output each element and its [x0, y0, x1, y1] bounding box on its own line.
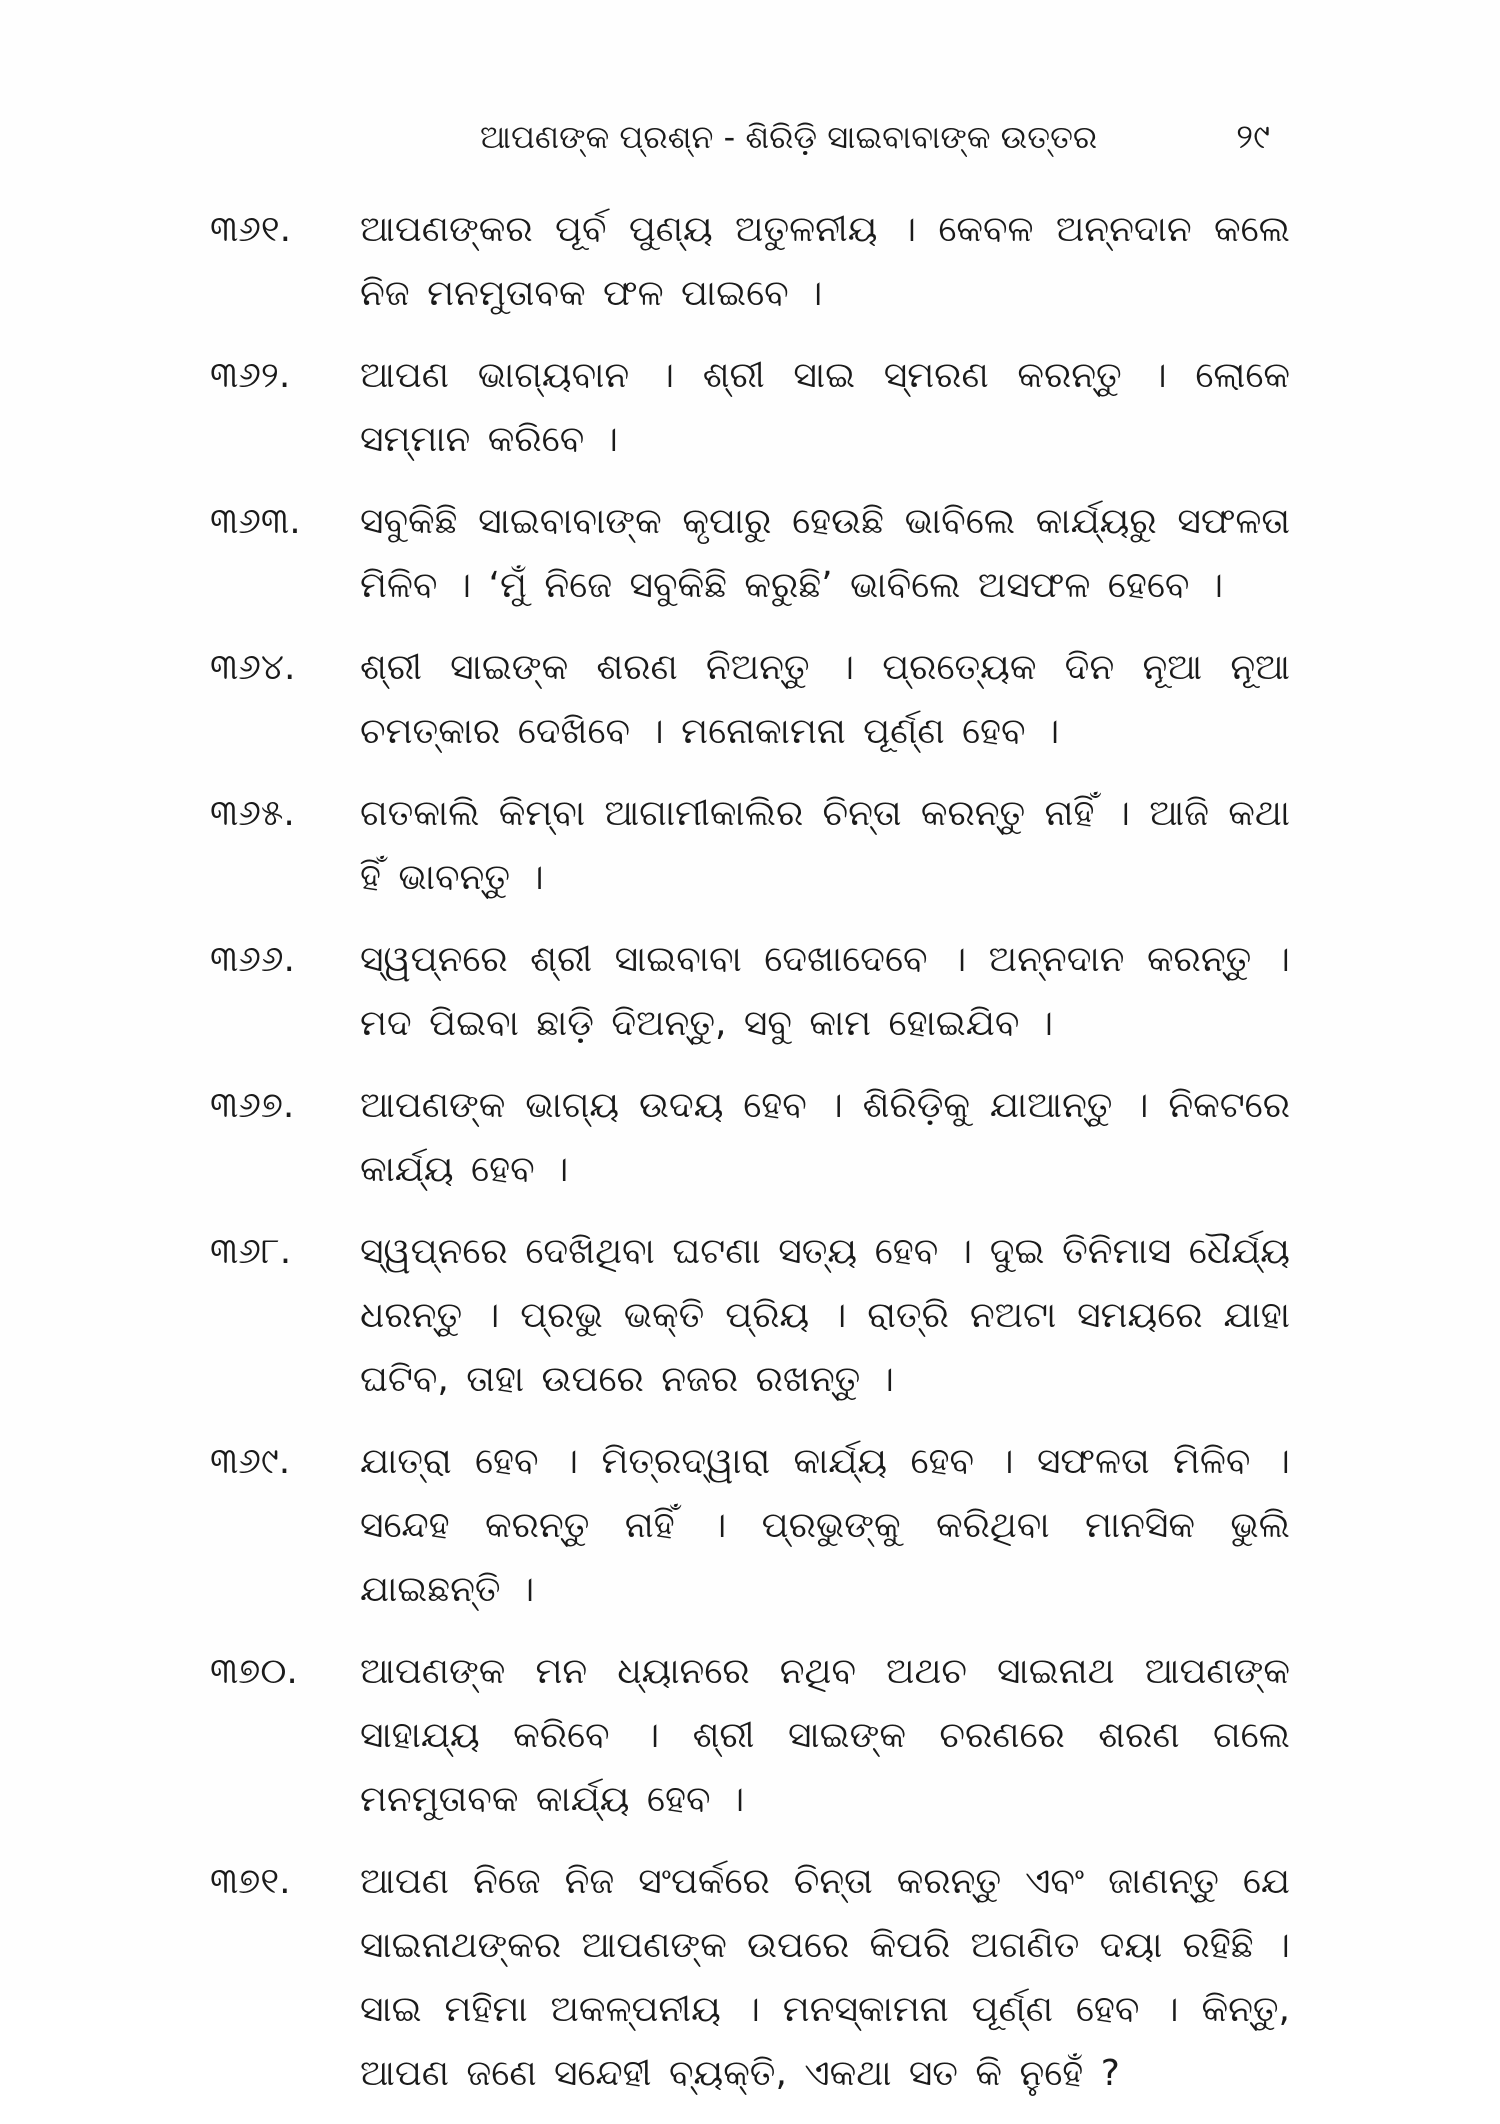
running-header: [190, 112, 1290, 162]
entry-365: [210, 782, 1290, 910]
entry-number: ୩୬୭.: [210, 1085, 295, 1126]
entry-number: ୩୬୮.: [210, 1231, 292, 1272]
entry-number: ୩୬୫.: [210, 793, 295, 834]
entry-number: ୩୬୩.: [210, 501, 301, 542]
entry-text: ଗତକାଲି କିମ୍ବା ଆଗାମୀକାଲିର ଚିନ୍ତା କରନ୍ତୁ ନାହିଁ । ଆଜି କଥା ହିଁ ଭାବନ୍ତୁ ।: [360, 793, 1290, 898]
entry-text: ଆପଣଙ୍କର ପୂର୍ବ ପୁଣ୍ୟ ଅତୁଳନୀୟ । କେବଳ ଅନ୍ନଦାନ କଲେ ନିଜ ମନମୁତାବକ ଫଳ ପାଇବେ ।: [360, 209, 1290, 314]
entry-text: ସ୍ୱପ୍ନରେ ଦେଖିଥିବା ଘଟଣା ସତ୍ୟ ହେବ । ଦୁଇ ତିନିମାସ ଧୈର୍ଯ୍ୟ ଧରନ୍ତୁ । ପ୍ରଭୁ ଭକ୍ତି ପ୍ରିୟ । ରାତ୍ରି ନଅଟା ସମୟରେ ଯାହା ଘଟିବ, ତାହା ଉପରେ ନଜର ରଖନ୍ତୁ ।: [360, 1231, 1290, 1400]
entry-number: ୩୬୧.: [210, 209, 292, 250]
entry-text: ଆପଣ ନିଜେ ନିଜ ସଂପର୍କରେ ଚିନ୍ତା କରନ୍ତୁ ଏବଂ ଜାଣନ୍ତୁ ଯେ ସାଇନାଥଙ୍କର ଆପଣଙ୍କ ଉପରେ କିପରି ଅଗଣିତ ଦୟା ରହିଛି । ସାଇ ମହିମା ଅକଳ୍ପନୀୟ । ମନସ୍କାମନା ପୂର୍ଣ୍ଣ ହେବ । କିନ୍ତୁ, ଆପଣ ଜଣେ ସନ୍ଦେହୀ ବ୍ୟକ୍ତି, ଏକଥା ସତ କି ନୁହେଁ ?: [360, 1861, 1290, 2094]
entry-number: ୩୭୧.: [210, 1861, 291, 1902]
entry-text: ସ୍ୱପ୍ନରେ ଶ୍ରୀ ସାଇବାବା ଦେଖାଦେବେ । ଅନ୍ନଦାନ କରନ୍ତୁ । ମଦ ପିଇବା ଛାଡ଼ି ଦିଅନ୍ତୁ, ସବୁ କାମ ହୋଇଯିବ ।: [360, 939, 1290, 1044]
entry-text: ଶ୍ରୀ ସାଇଙ୍କ ଶରଣ ନିଅନ୍ତୁ । ପ୍ରତ୍ୟେକ ଦିନ ନୂଆ ନୂଆ ଚମତ୍କାର ଦେଖିବେ । ମନୋକାମନା ପୂର୍ଣ୍ଣ ହେବ ।: [360, 647, 1290, 752]
entry-text: ଆପଣ ଭାଗ୍ୟବାନ । ଶ୍ରୀ ସାଇ ସ୍ମରଣ କରନ୍ତୁ । ଲୋକେ ସମ୍ମାନ କରିବେ ।: [360, 355, 1290, 460]
entry-number: ୩୬୪.: [210, 647, 296, 688]
entry-363: [210, 490, 1290, 618]
entry-number: ୩୬୬.: [210, 939, 295, 980]
header-title: ଆପଣଙ୍କ ପ୍ରଶ୍ନ - ଶିରିଡ଼ି ସାଇବାବାଙ୍କ ଉତ୍ତର: [480, 118, 1098, 156]
entry-368: [210, 1220, 1290, 1412]
entry-370: [210, 1640, 1290, 1832]
entry-369: [210, 1430, 1290, 1622]
entries-list: [210, 198, 1290, 2124]
entry-364: [210, 636, 1290, 764]
entry-text: ଯାତ୍ରା ହେବ । ମିତ୍ରଦ୍ୱାରା କାର୍ଯ୍ୟ ହେବ । ସଫଳତା ମିଳିବ । ସନ୍ଦେହ କରନ୍ତୁ ନାହିଁ । ପ୍ରଭୁଙ୍କୁ କରିଥିବା ମାନସିକ ଭୁଲି ଯାଇଛନ୍ତି ।: [360, 1441, 1290, 1610]
entry-text: ଆପଣଙ୍କ ଭାଗ୍ୟ ଉଦୟ ହେବ । ଶିରିଡ଼ିକୁ ଯାଆନ୍ତୁ । ନିକଟରେ କାର୍ଯ୍ୟ ହେବ ।: [360, 1085, 1290, 1190]
entry-number: ୩୬୯.: [210, 1441, 291, 1482]
entry-366: [210, 928, 1290, 1056]
entry-367: [210, 1074, 1290, 1202]
page-number: ୨୯: [1236, 117, 1270, 157]
entry-361: [210, 198, 1290, 326]
entry-number: ୩୭୦.: [210, 1651, 298, 1692]
entry-text: ଆପଣଙ୍କ ମନ ଧ୍ୟାନରେ ନଥିବ ଅଥଚ ସାଇନାଥ ଆପଣଙ୍କ ସାହାଯ୍ୟ କରିବେ । ଶ୍ରୀ ସାଇଙ୍କ ଚରଣରେ ଶରଣ ଗଲେ ମନମୁତାବକ କାର୍ଯ୍ୟ ହେବ ।: [360, 1651, 1290, 1820]
entry-362: [210, 344, 1290, 472]
entry-text: ସବୁକିଛି ସାଇବାବାଙ୍କ କୃପାରୁ ହେଉଛି ଭାବିଲେ କାର୍ଯ୍ୟରୁ ସଫଳତା ମିଳିବ । ‘ମୁଁ ନିଜେ ସବୁକିଛି କରୁଛି’ ଭାବିଲେ ଅସଫଳ ହେବେ ।: [360, 501, 1290, 606]
entry-371: [210, 1850, 1290, 2106]
entry-number: ୩୬୨.: [210, 355, 291, 396]
